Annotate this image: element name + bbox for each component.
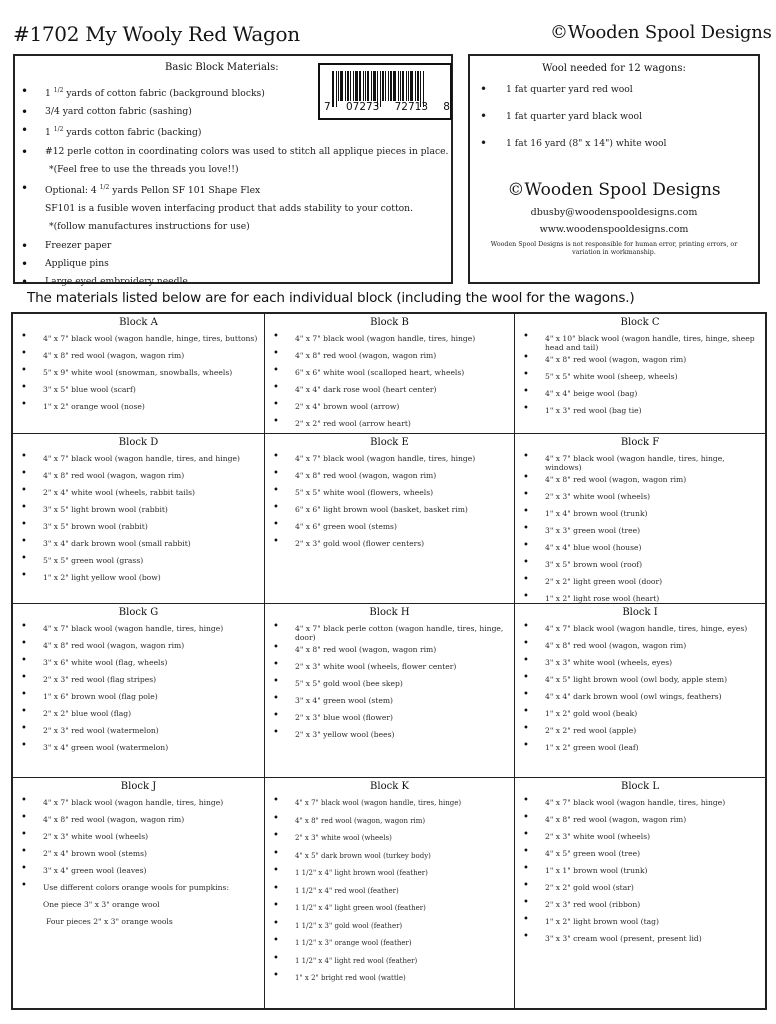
block-material-item: • 2" x 3" blue wool (flower) — [265, 710, 514, 727]
block-title: Block C — [620, 317, 660, 328]
wool-item: • 1 fat quarter yard red wool — [470, 84, 758, 111]
block-material-item: • 2" x 2" blue wool (flag) — [13, 706, 264, 723]
barcode-digit-group: 72713 — [394, 101, 429, 113]
block-material-item: • 4" x 4" dark rose wool (heart center) — [265, 382, 514, 399]
block-materials-list — [265, 621, 514, 744]
block-material-item: • 4" x 4" beige wool (bag) — [515, 386, 765, 403]
block-materials-headline: The materials listed below are for each individual block (including the wool for the wagons.) — [27, 290, 635, 306]
block-material-item: • 4" x 7" black wool (wagon handle, hinge, tires, buttons) — [13, 331, 264, 348]
block-cell-e — [265, 434, 515, 604]
block-material-item: • 5" x 5" white wool (sheep, wheels) — [515, 369, 765, 386]
block-material-item: • 4" x 8" red wool (wagon, wagon rim) — [265, 468, 514, 485]
block-material-item: • 5" x 5" white wool (flowers, wheels) — [265, 485, 514, 502]
contact-brand: ©Wooden Spool Designs — [507, 180, 721, 200]
block-material-item: • 4" x 7" black wool (wagon handle, tires, hinge) — [13, 621, 264, 638]
block-material-item: • 4" x 7" black wool (wagon handle, tires, hinge, eyes) — [515, 621, 765, 638]
block-material-item: • 1" x 2" light brown wool (tag) — [515, 914, 765, 931]
basic-materials-box — [13, 54, 453, 288]
basic-material-item: *(follow manufactures instructions for use) — [49, 221, 250, 233]
block-cell-h — [265, 604, 515, 778]
block-materials-list — [13, 451, 264, 587]
block-material-item: • 4" x 4" blue wool (house) — [515, 540, 765, 557]
block-material-item: • 2" x 3" red wool (watermelon) — [13, 723, 264, 740]
block-material-item: • 4" x 4" dark brown wool (owl wings, feathers) — [515, 689, 765, 706]
block-material-item: • 6" x 6" white wool (scalloped heart, wheels) — [265, 365, 514, 382]
pattern-title: #1702 My Wooly Red Wagon — [13, 22, 300, 46]
block-title: Block F — [620, 437, 660, 448]
block-material-item: • 2" x 3" yellow wool (bees) — [265, 727, 514, 744]
block-title: Block G — [118, 607, 159, 618]
block-title: Block B — [370, 317, 409, 328]
basic-material-item: SF101 is a fusible woven interfacing product that adds stability to your cotton. — [45, 203, 414, 215]
block-material-item: • 2" x 3" white wool (wheels) — [515, 829, 765, 846]
block-material-item: • 1" x 2" light yellow wool (bow) — [13, 570, 264, 587]
block-materials-list — [13, 621, 264, 757]
block-material-item: • 2" x 2" red wool (apple) — [515, 723, 765, 740]
block-material-item: • 5" x 5" gold wool (bee skep) — [265, 676, 514, 693]
block-material-item: • 4" x 8" red wool (wagon, wagon rim) — [13, 812, 264, 829]
block-material-item: • 1" x 1" brown wool (trunk) — [515, 863, 765, 880]
block-material-item: • 1" x 2" green wool (leaf) — [515, 740, 765, 757]
block-material-item: • 1" x 6" brown wool (flag pole) — [13, 689, 264, 706]
basic-material-item: • Optional: 4 $^{1/2}$ yards Pellon SF 101 Shape Flex — [21, 179, 451, 200]
block-material-item: • 2" x 3" white wool (wheels) — [13, 829, 264, 846]
block-material-item: • 4" x 10" black wool (wagon handle, tires, hinge, sheep head and tail) — [515, 331, 765, 352]
block-title: Block L — [620, 781, 660, 792]
block-material-item: • 2" x 3" red wool (flag stripes) — [13, 672, 264, 689]
block-material-item: • 4" x 8" red wool (wagon, wagon rim) — [515, 812, 765, 829]
block-material-item: • 3" x 5" brown wool (rabbit) — [13, 519, 264, 536]
block-material-item: • 3" x 5" light brown wool (rabbit) — [13, 502, 264, 519]
block-material-item: • 4" x 8" red wool (wagon, wagon rim) — [13, 638, 264, 655]
basic-materials-list — [21, 82, 451, 291]
block-cell-i — [515, 604, 765, 778]
block-material-item: • 1" x 2" bright red wool (wattle) — [265, 970, 514, 988]
block-material-item: • 3" x 5" brown wool (roof) — [515, 557, 765, 574]
basic-material-item: • #12 perle cotton in coordinating colors was used to stitch all applique pieces in place. — [21, 143, 451, 161]
block-material-item: • 2" x 3" red wool (ribbon) — [515, 897, 765, 914]
block-materials-list — [265, 331, 514, 433]
block-material-item: • 4" x 7" black wool (wagon handle, tires, and hinge) — [13, 451, 264, 468]
block-material-item: • 1" x 2" orange wool (nose) — [13, 399, 264, 416]
contact-info — [470, 180, 758, 257]
block-material-item: • 4" x 8" red wool (wagon, wagon rim) — [265, 348, 514, 365]
block-material-item: • 4" x 7" black wool (wagon handle, tires, hinge) — [265, 331, 514, 348]
block-material-item: • 3" x 4" dark brown wool (small rabbit) — [13, 536, 264, 553]
barcode-digit-group: 07273 — [345, 101, 380, 113]
block-material-note: Four pieces 2" x 3" orange wools — [46, 917, 173, 926]
block-material-item: • Use different colors orange wools for pumpkins: — [13, 880, 264, 897]
block-materials-list — [13, 331, 264, 416]
block-material-item: • 1" x 4" brown wool (trunk) — [515, 506, 765, 523]
block-cell-c — [515, 314, 765, 434]
block-material-item: • 1" x 3" red wool (bag tie) — [515, 403, 765, 420]
block-material-item: • 4" x 6" green wool (stems) — [265, 519, 514, 536]
block-cell-a — [13, 314, 265, 434]
block-materials-grid — [11, 312, 767, 1010]
wool-item: • 1 fat 16 yard (8" x 14") white wool — [470, 138, 758, 165]
block-cell-l — [515, 778, 765, 1008]
wool-needed-box — [468, 54, 760, 284]
wool-needed-heading: Wool needed for 12 wagons: — [542, 63, 686, 74]
block-material-item: • 2" x 3" white wool (wheels) — [515, 489, 765, 506]
block-material-item: • 2" x 3" white wool (wheels, flower center) — [265, 659, 514, 676]
block-materials-list — [265, 795, 514, 988]
block-title: Block E — [370, 437, 409, 448]
block-material-item: • 4" x 7" black wool (wagon handle, tires, hinge, windows) — [515, 451, 765, 472]
block-materials-list — [265, 451, 514, 553]
block-material-item: • 2" x 2" gold wool (star) — [515, 880, 765, 897]
block-materials-list — [515, 621, 765, 757]
block-material-item: • 3" x 4" green wool (leaves) — [13, 863, 264, 880]
block-material-item: • 3" x 6" white wool (flag, wheels) — [13, 655, 264, 672]
block-material-item: • 1 1/2" x 3" orange wool (feather) — [265, 935, 514, 953]
block-material-item: • 4" x 8" red wool (wagon, wagon rim) — [13, 468, 264, 485]
basic-material-item: • Large eyed embroidery needle — [21, 273, 451, 291]
block-cell-k — [265, 778, 515, 1008]
block-material-note: One piece 3" x 3" orange wool — [43, 900, 160, 909]
block-title: Block J — [120, 781, 157, 792]
block-material-item: • 2" x 3" white wool (wheels) — [265, 830, 514, 848]
block-material-item: • 4" x 7" black wool (wagon handle, tires, hinge) — [265, 795, 514, 813]
basic-material-item: • Applique pins — [21, 255, 451, 273]
block-material-item: • 5" x 9" white wool (snowman, snowballs, wheels) — [13, 365, 264, 382]
block-material-item: • 2" x 4" brown wool (arrow) — [265, 399, 514, 416]
contact-website: www.woodenspooldesigns.com — [539, 224, 689, 235]
block-title: Block H — [369, 607, 410, 618]
block-material-item: • 4" x 7" black wool (wagon handle, tires, hinge) — [13, 795, 264, 812]
block-material-item: • 1 1/2" x 4" light green wool (feather) — [265, 900, 514, 918]
brand-name: ©Wooden Spool Designs — [550, 22, 772, 43]
block-materials-list — [515, 451, 765, 604]
block-material-item: • 1 1/2" x 3" gold wool (feather) — [265, 918, 514, 936]
block-material-item: • 1 1/2" x 4" red wool (feather) — [265, 883, 514, 901]
block-materials-list — [13, 795, 264, 931]
block-material-item: • 3" x 4" green wool (stem) — [265, 693, 514, 710]
basic-material-item: • 3/4 yard cotton fabric (sashing) — [21, 103, 451, 121]
block-material-item: • 2" x 3" gold wool (flower centers) — [265, 536, 514, 553]
block-material-item: • 1 1/2" x 4" light brown wool (feather) — [265, 865, 514, 883]
block-material-item: • 4" x 5" green wool (tree) — [515, 846, 765, 863]
block-material-item: • 4" x 5" dark brown wool (turkey body) — [265, 848, 514, 866]
block-cell-j — [13, 778, 265, 1008]
block-material-item: • 2" x 4" white wool (wheels, rabbit tails) — [13, 485, 264, 502]
block-material-item: • 3" x 5" blue wool (scarf) — [13, 382, 264, 399]
wool-needed-list — [470, 84, 758, 165]
block-material-item: • 3" x 3" cream wool (present, present lid) — [515, 931, 765, 948]
block-material-item: • 4" x 8" red wool (wagon, wagon rim) — [13, 348, 264, 365]
block-material-item: • 4" x 7" black perle cotton (wagon handle, tires, hinge, door) — [265, 621, 514, 642]
barcode-digit-group: 8 — [443, 101, 450, 113]
block-materials-list — [515, 331, 765, 420]
block-material-item: • 1 1/2" x 4" light red wool (feather) — [265, 953, 514, 971]
basic-material-item: • 1 $^{1/2}$ yards of cotton fabric (background blocks) — [21, 82, 451, 103]
block-material-item: • 2" x 2" light green wool (door) — [515, 574, 765, 591]
block-material-item: • 4" x 7" black wool (wagon handle, tires, hinge) — [515, 795, 765, 812]
block-material-item: • 3" x 3" white wool (wheels, eyes) — [515, 655, 765, 672]
block-title: Block I — [622, 607, 658, 618]
basic-material-item: • 1 $^{1/2}$ yards cotton fabric (backing) — [21, 121, 451, 142]
block-material-item: • 6" x 6" light brown wool (basket, basket rim) — [265, 502, 514, 519]
block-title: Block A — [119, 317, 158, 328]
block-material-item: • 4" x 8" red wool (wagon, wagon rim) — [265, 813, 514, 831]
block-material-item: • 1" x 2" gold wool (beak) — [515, 706, 765, 723]
block-cell-b — [265, 314, 515, 434]
block-material-item: • 4" x 8" red wool (wagon, wagon rim) — [515, 638, 765, 655]
block-cell-f — [515, 434, 765, 604]
wool-item: • 1 fat quarter yard black wool — [470, 111, 758, 138]
block-cell-g — [13, 604, 265, 778]
block-title: Block K — [370, 781, 409, 792]
block-material-item: • 2" x 2" red wool (arrow heart) — [265, 416, 514, 433]
block-material-item: • 3" x 4" green wool (watermelon) — [13, 740, 264, 757]
block-material-item: • 4" x 7" black wool (wagon handle, tires, hinge) — [265, 451, 514, 468]
block-material-item: • 4" x 8" red wool (wagon, wagon rim) — [265, 642, 514, 659]
basic-materials-heading: Basic Block Materials: — [165, 62, 279, 73]
block-material-item: • 3" x 3" green wool (tree) — [515, 523, 765, 540]
block-material-item: • 4" x 5" light brown wool (owl body, apple stem) — [515, 672, 765, 689]
block-material-item: • 1" x 2" light rose wool (heart) — [515, 591, 765, 604]
block-material-item: • 4" x 8" red wool (wagon, wagon rim) — [515, 472, 765, 489]
block-material-item: • 2" x 4" brown wool (stems) — [13, 846, 264, 863]
block-material-item: • 5" x 5" green wool (grass) — [13, 553, 264, 570]
block-material-item: • 4" x 8" red wool (wagon, wagon rim) — [515, 352, 765, 369]
block-title: Block D — [118, 437, 159, 448]
barcode-digit-group: 7 — [324, 101, 331, 113]
block-materials-list — [515, 795, 765, 948]
basic-material-item: *(Feel free to use the threads you love!!) — [49, 163, 239, 175]
contact-email: dbusby@woodenspooldesigns.com — [530, 207, 698, 218]
block-cell-d — [13, 434, 265, 604]
basic-material-item: • Freezer paper — [21, 237, 451, 255]
disclaimer: Wooden Spool Designs is not responsible for human error, printing errors, or variation in workmanship. — [490, 241, 738, 256]
